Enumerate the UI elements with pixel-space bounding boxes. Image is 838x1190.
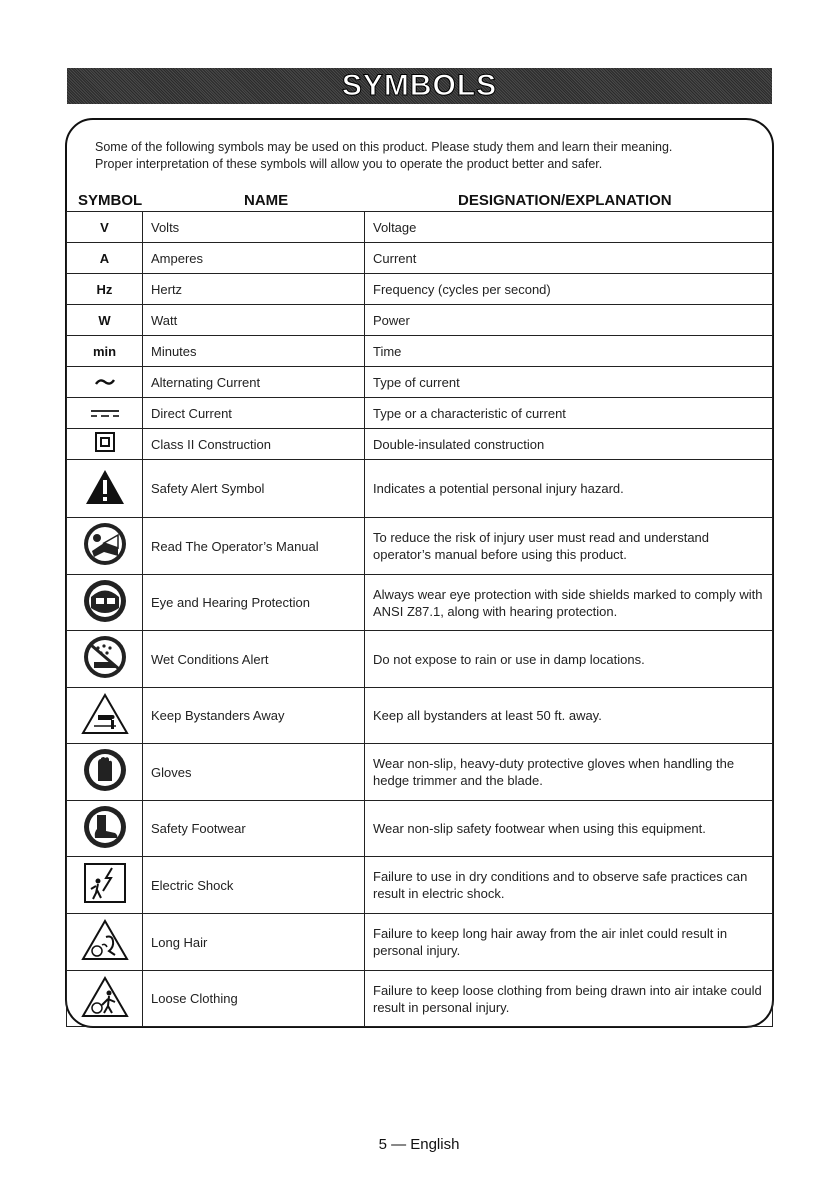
table-row [67,914,773,971]
symbol-text: Hz [96,281,113,297]
loose-clothing-icon [81,976,129,1018]
class-ii-icon [95,432,115,452]
direct-current-icon [90,408,120,418]
symbol-cell [67,631,143,688]
explanation-cell: Do not expose to rain or use in damp locations. [365,631,773,688]
name-cell: Read The Operator’s Manual [143,518,365,575]
explanation-cell: Current [365,243,773,274]
name-cell: Volts [143,212,365,243]
explanation-cell: Failure to keep long hair away from the air inlet could result in personal injury. [365,914,773,971]
table-row [67,429,773,460]
symbol-cell [67,243,143,274]
name-cell: Direct Current [143,398,365,429]
footwear-icon [82,804,128,850]
electric-shock-icon [84,863,126,903]
explanation-cell: Always wear eye protection with side shields marked to comply with ANSI Z87.1, along with hearing protection. [365,575,773,631]
long-hair-icon [81,919,129,961]
title-banner [67,68,772,104]
intro-line-1: Some of the following symbols may be used on this product. Please study them and learn their meaning. [95,140,673,154]
table-row [67,243,773,274]
explanation-cell: Double-insulated construction [365,429,773,460]
name-cell: Alternating Current [143,367,365,398]
table-row [67,305,773,336]
symbol-cell [67,460,143,518]
symbol-text: V [100,219,109,235]
table-row [67,336,773,367]
table-row [67,274,773,305]
table-row [67,367,773,398]
symbols-table [66,211,773,1027]
name-cell: Loose Clothing [143,971,365,1027]
symbol-cell [67,212,143,243]
name-cell: Wet Conditions Alert [143,631,365,688]
symbol-cell [67,575,143,631]
name-cell: Safety Footwear [143,801,365,857]
name-cell: Class II Construction [143,429,365,460]
symbol-cell [67,744,143,801]
alternating-current-icon [94,377,116,387]
gloves-icon [82,747,128,793]
explanation-cell: Power [365,305,773,336]
explanation-cell: To reduce the risk of injury user must read and understand operator’s manual before using this product. [365,518,773,575]
symbol-text: min [92,343,117,359]
symbol-cell [67,429,143,460]
name-cell: Gloves [143,744,365,801]
explanation-cell: Type of current [365,367,773,398]
explanation-cell: Time [365,336,773,367]
header-explanation: DESIGNATION/EXPLANATION [458,192,672,209]
explanation-cell: Wear non-slip, heavy-duty protective gloves when handling the hedge trimmer and the blade. [365,744,773,801]
table-row [67,398,773,429]
explanation-cell: Wear non-slip safety footwear when using this equipment. [365,801,773,857]
header-symbol: SYMBOL [78,192,143,209]
table-row [67,212,773,243]
symbol-cell [67,857,143,914]
name-cell: Keep Bystanders Away [143,688,365,744]
page-title: SYMBOLS [341,69,498,102]
table-row [67,744,773,801]
explanation-cell: Type or a characteristic of current [365,398,773,429]
explanation-cell: Indicates a potential personal injury hazard. [365,460,773,518]
symbol-cell [67,336,143,367]
symbol-text: A [99,250,110,266]
table-row [67,575,773,631]
symbol-text: W [98,312,111,328]
table-row [67,971,773,1027]
intro-line-2: Proper interpretation of these symbols will allow you to operate the product better and safer. [95,156,603,171]
name-cell: Safety Alert Symbol [143,460,365,518]
explanation-cell: Keep all bystanders at least 50 ft. away. [365,688,773,744]
explanation-cell: Frequency (cycles per second) [365,274,773,305]
table-row [67,460,773,518]
name-cell: Minutes [143,336,365,367]
explanation-cell: Failure to use in dry conditions and to observe safe practices can result in electric shock. [365,857,773,914]
table-row [67,688,773,744]
table-row [67,518,773,575]
symbol-cell [67,971,143,1027]
name-cell: Eye and Hearing Protection [143,575,365,631]
table-row [67,631,773,688]
explanation-cell: Failure to keep loose clothing from being drawn into air intake could result in personal injury. [365,971,773,1027]
symbol-cell [67,367,143,398]
eye-hearing-protection-icon [82,578,128,624]
explanation-cell: Voltage [365,212,773,243]
header-name: NAME [244,192,289,209]
symbol-cell [67,518,143,575]
name-cell: Amperes [143,243,365,274]
table-row [67,801,773,857]
name-cell: Long Hair [143,914,365,971]
name-cell: Hertz [143,274,365,305]
name-cell: Electric Shock [143,857,365,914]
symbol-cell [67,398,143,429]
safety-alert-icon [84,468,126,506]
page-footer: 5 — English [378,1136,460,1153]
symbol-cell [67,688,143,744]
symbol-cell [67,305,143,336]
operators-manual-icon [82,521,128,567]
bystanders-icon [81,693,129,735]
name-cell: Watt [143,305,365,336]
symbol-cell [67,274,143,305]
wet-conditions-icon [82,634,128,680]
table-row [67,857,773,914]
symbol-cell [67,801,143,857]
intro-text [95,139,775,172]
symbol-cell [67,914,143,971]
